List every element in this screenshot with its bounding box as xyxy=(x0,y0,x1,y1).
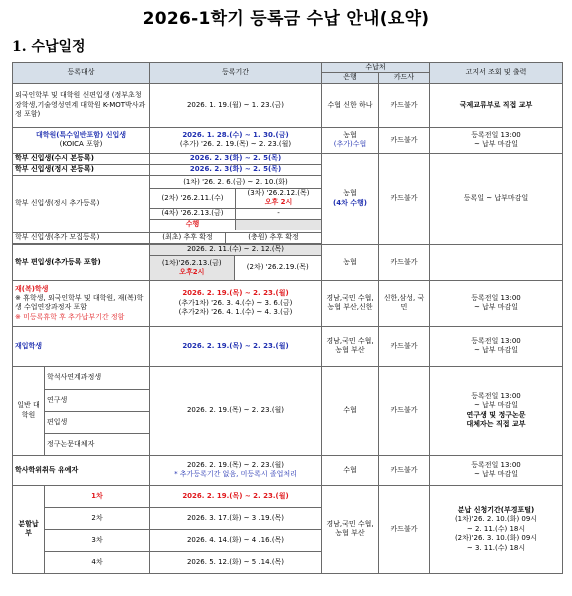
row-notice-sub-4: ~ 3. 11.(수) 18시 xyxy=(466,543,526,552)
row-notice xyxy=(430,244,563,280)
header-row xyxy=(13,63,563,73)
row-notice-sub: ~ 납부 마감일 xyxy=(473,401,519,410)
row-notice xyxy=(430,280,563,326)
page-title: 2026-1학기 등록금 수납 안내(요약) xyxy=(142,9,430,29)
row-card: 카드불가 xyxy=(379,153,430,244)
row-card: 카드불가 xyxy=(379,83,430,127)
row-target: 학부 편입생(추가등록 포함) xyxy=(13,244,150,280)
round-period: 2026. 5. 12.(화) ~ 5 .14.(목) xyxy=(150,551,322,573)
row-period xyxy=(150,455,322,485)
row-period: 2026. 2. 19.(목) ~ 2. 23.(월) xyxy=(150,326,322,366)
row-notice xyxy=(430,326,563,366)
row-target-main: 대학원(특수일반포함) 신입생 xyxy=(36,130,126,139)
row-target-note: ※ 휴학생, 외국인학부 및 대학원, 재(복)학생 수업연장과정자 포함 xyxy=(15,293,144,312)
row-card: 카드불가 xyxy=(379,326,430,366)
row-target: 학부 신입생(추가 모집등록) xyxy=(13,232,150,243)
round-label: 4차 xyxy=(45,551,150,573)
row-target-note-2: ※ 미등록휴학 후 추가납부기간 정함 xyxy=(15,312,125,321)
period-round-5: 수행 xyxy=(150,219,236,230)
period-round-1-time: 오후2시 xyxy=(179,268,205,277)
row-period xyxy=(150,175,322,232)
row-notice-main: 등록전일 13:00 xyxy=(471,392,521,400)
table-row xyxy=(13,153,563,164)
row-notice-main: 등록전일 13:00 xyxy=(471,130,521,139)
period-main: 2026. 2. 11.(수) ~ 2. 12.(목) xyxy=(150,245,321,256)
header-place: 수납처 xyxy=(322,63,430,73)
row-period xyxy=(150,244,322,280)
row-bank-sub: (추가)수협 xyxy=(333,140,367,149)
row-target-main: 재(복)학생 xyxy=(15,284,49,293)
row-period-main: 2026. 2. 19.(목) ~ 2. 23.(월) xyxy=(182,289,289,298)
schedule-table xyxy=(12,62,563,574)
row-card: 카드불가 xyxy=(379,455,430,485)
row-notice-main: 등록전일 13:00 xyxy=(471,460,521,469)
row-period xyxy=(150,127,322,153)
period-round-2: (2차) '26.2.11.(수) xyxy=(150,188,236,208)
group-label: 분할납부 xyxy=(13,485,45,573)
row-card: 카드불가 xyxy=(379,366,430,455)
group-item: 학석사연계과정생 xyxy=(45,366,150,389)
row-notice xyxy=(430,366,563,455)
section-heading: 1. 수납일정 xyxy=(12,39,86,55)
header-target: 등록대상 xyxy=(13,63,150,84)
period-round-4: (4차) '26.2.13.(금) xyxy=(150,208,236,219)
header-period: 등록기간 xyxy=(150,63,322,84)
row-notice: 국제교류부로 직접 교부 xyxy=(430,83,563,127)
row-target xyxy=(13,280,150,326)
row-period: 2026. 2. 3(화) ~ 2. 5(목) xyxy=(150,153,322,164)
row-period-2: (충원) 추후 확정 xyxy=(226,232,322,243)
period-round-4-note: - xyxy=(236,208,322,219)
row-card: 카드불가 xyxy=(379,127,430,153)
period-round-1-date: (1차)'26.2.13.(금) xyxy=(161,258,222,267)
period-round-3-time: 오후 2시 xyxy=(264,198,293,207)
round-period: 2026. 4. 14.(화) ~ 4 .16.(목) xyxy=(150,529,322,551)
group-item: 정구논문대체자 xyxy=(45,433,150,455)
round-label: 1차 xyxy=(45,485,150,507)
row-notice-main: 등록전일 13:00 xyxy=(471,293,521,302)
row-card: 카드불가 xyxy=(379,485,430,573)
row-notice-sub-3: (2차)'26. 3. 10.(화) 09시 xyxy=(454,534,538,543)
row-bank: 경남,국민 수협,농협 부산,신한 xyxy=(322,280,379,326)
row-notice-main: 분납 신청기간(부경포털) xyxy=(457,505,535,514)
round-label: 3차 xyxy=(45,529,150,551)
row-bank-main: 농협 xyxy=(343,130,357,139)
period-round-1: (1차) '26. 2. 6.(금) ~ 2. 10.(화) xyxy=(150,177,321,188)
table-row xyxy=(13,83,563,127)
row-bank-main: 농협 xyxy=(343,189,357,198)
row-notice-sub: ~ 납부 마감일 xyxy=(473,303,519,312)
header-notice: 고지서 조회 및 출력 xyxy=(430,63,563,84)
group-item: 연구생 xyxy=(45,389,150,411)
table-row xyxy=(13,326,563,366)
table-row xyxy=(13,127,563,153)
table-row xyxy=(13,280,563,326)
period-round-3-date: (3차) '26.2.12.(목) xyxy=(247,188,310,197)
round-period: 2026. 3. 17.(화) ~ 3 .19.(목) xyxy=(150,507,322,529)
period-round-3 xyxy=(236,188,322,208)
row-target: 학사학위취득 유예자 xyxy=(13,455,150,485)
row-notice xyxy=(430,485,563,573)
row-period: 2026. 2. 19.(목) ~ 2. 23.(월) xyxy=(150,366,322,455)
round-period: 2026. 2. 19.(목) ~ 2. 23.(월) xyxy=(150,485,322,507)
row-period-sub: (추가) '26. 2. 19.(목) ~ 2. 23.(월) xyxy=(179,140,292,149)
period-round-1 xyxy=(150,256,234,280)
row-period-sub: (추가1차) '26. 3. 4.(수) ~ 3. 6.(금) xyxy=(178,298,293,307)
row-period: 2026. 2. 3(화) ~ 2. 5(목) xyxy=(150,164,322,175)
row-notice-sub-3: 대체자는 직접 교부 xyxy=(466,420,526,429)
row-period xyxy=(150,280,322,326)
row-notice-sub-2: 연구생 및 정구논문 xyxy=(466,410,526,419)
row-target: 학부 신입생(정시 본등록) xyxy=(13,164,150,175)
row-bank: 수협 xyxy=(322,366,379,455)
table-row xyxy=(13,455,563,485)
row-target-sub: (KOICA 포함) xyxy=(59,140,103,149)
row-target: 학부 신입생(정시 추가등록) xyxy=(13,175,150,232)
period-subtable xyxy=(150,177,321,230)
row-card: 신한,삼성, 국민 xyxy=(379,280,430,326)
row-period-main: 2026. 1. 28.(수) ~ 1. 30.(금) xyxy=(182,130,289,139)
row-period-1: (최초) 추후 확정 xyxy=(150,232,226,243)
row-notice-main: 등록전일 13:00 xyxy=(471,336,521,345)
row-period-note: * 추가등록기간 없음, 미등록시 졸업처리 xyxy=(174,470,297,479)
row-notice-sub: ~ 납부 마감일 xyxy=(473,140,519,149)
row-bank: 경남,국민 수협,농협 부산 xyxy=(322,326,379,366)
period-round-2: (2차) '26.2.19.(목) xyxy=(234,256,321,280)
row-notice: 등록일 ~ 납부마감일 xyxy=(430,153,563,244)
row-card: 카드불가 xyxy=(379,244,430,280)
row-target xyxy=(13,127,150,153)
row-notice xyxy=(430,455,563,485)
header-bank: 은행 xyxy=(322,73,379,83)
row-notice-sub-2: ~ 2. 11.(수) 18시 xyxy=(466,524,526,533)
round-label: 2차 xyxy=(45,507,150,529)
group-label: 일반 대학원 xyxy=(13,366,45,455)
row-target: 학부 신입생(수시 본등록) xyxy=(13,153,150,164)
table-row xyxy=(13,485,563,507)
row-bank: 수협 신한 하나 xyxy=(322,83,379,127)
group-item: 편입생 xyxy=(45,411,150,433)
row-bank xyxy=(322,153,379,244)
row-bank: 수협 xyxy=(322,455,379,485)
row-notice-sub: (1차)'26. 2. 10.(화) 09시 xyxy=(454,515,538,524)
header-card: 카드사 xyxy=(379,73,430,83)
row-bank: 농협 xyxy=(322,244,379,280)
row-notice-sub: ~ 납부 마감일 xyxy=(473,470,519,479)
table-row xyxy=(13,366,563,389)
table-row xyxy=(13,244,563,280)
row-period-main: 2026. 2. 19.(목) ~ 2. 23.(월) xyxy=(186,460,285,469)
row-period-sub-2: (추가2차) '26. 4. 1.(수) ~ 4. 3.(금) xyxy=(178,308,293,317)
period-round-5-empty xyxy=(236,219,322,230)
row-target: 재입학생 xyxy=(13,326,150,366)
row-bank-sub: (4차 수행) xyxy=(333,198,367,207)
row-notice-sub: ~ 납부 마감일 xyxy=(473,346,519,355)
row-bank xyxy=(322,127,379,153)
row-period: 2026. 1. 19.(월) ~ 1. 23.(금) xyxy=(150,83,322,127)
row-bank: 경남,국민 수협,농협 부산 xyxy=(322,485,379,573)
period-subtable xyxy=(150,245,321,280)
row-target: 외국인학부 및 대학원 신편입생 (정부초청장학생,기술영성연계 대학원 K-MOT박사과정 포함) xyxy=(13,83,150,127)
row-notice xyxy=(430,127,563,153)
